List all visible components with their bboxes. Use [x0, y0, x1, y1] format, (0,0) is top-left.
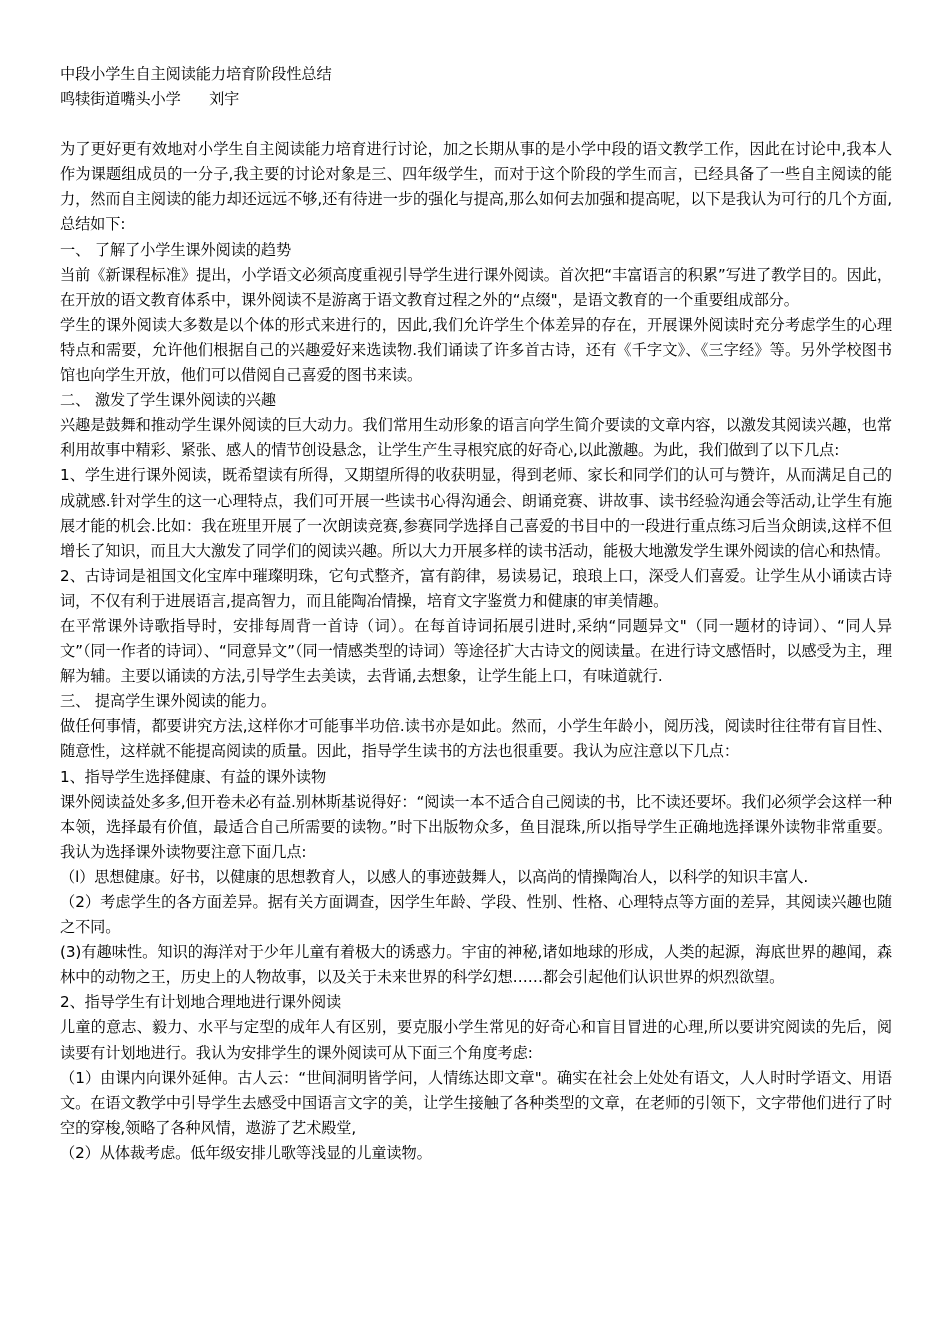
document-byline: 鸣犊街道嘴头小学 刘宇 [60, 90, 240, 109]
body-paragraph: 1、学生进行课外阅读，既希望读有所得，又期望所得的收获明显，得到老师、家长和同学们的认可与赞许，从而满足自己的成就感.针对学生的这一心理特点，我们可开展一些读书心得沟通会、朗诵竞赛、讲故事、读书经验沟通会等活动,让学生有施展才能的机会.比如：我在班里开展了一次朗读竞赛,参赛同学选择自己喜爱的书目中的一段进行重点练习后当众朗读,这样不但增长了知识，而且大大激发了同学们的阅读兴趣。所以大力开展多样的读书活动，能极大地激发学生课外阅读的信心和热情。 [60, 466, 892, 560]
body-paragraph: （1）由课内向课外延伸。古人云：“世间洞明皆学问，人情练达即文章"。确实在社会上处处有语文，人人时时学语文、用语文。在语文教学中引导学生去感受中国语言文字的美，让学生接触了各种类型的文章，在老师的引领下，文字带他们进行了时空的穿梭,领略了各种风情，遨游了艺术殿堂, [60, 1068, 892, 1137]
body-paragraph: 二、 激发了学生课外阅读的兴趣 [60, 391, 276, 410]
body-paragraph: 为了更好更有效地对小学生自主阅读能力培育进行讨论，加之长期从事的是小学中段的语文教学工作，因此在讨论中,我本人作为课题组成员的一分子,我主要的讨论对象是三、四年级学生，而对于这个阶段的学生而言，已经具备了一些自主阅读的能力，然而自主阅读的能力却还远远不够,还有待进一步的强化与提高,那么如何去加强和提高呢，以下是我认为可行的几个方面,总结如下: [60, 140, 893, 234]
body-paragraph: 一、 了解了小学生课外阅读的趋势 [60, 240, 292, 259]
document-page [60, 62, 892, 1166]
body-paragraph: （2）考虑学生的各方面差异。据有关方面调查，因学生年龄、学段、性别、性格、心理特点等方面的差异，其阅读兴趣也随之不同。 [60, 893, 892, 937]
document-body [60, 137, 892, 1166]
body-paragraph: 三、 提高学生课外阅读的能力。 [60, 692, 276, 711]
body-paragraph: 在平常课外诗歌指导时，安排每周背一首诗（词）。在每首诗词拓展引进时,采纳“同题异文"（同一题材的诗词）、“同人异文”（同一作者的诗词）、“同意异文”（同一情感类型的诗词）等途径扩大古诗文的阅读量。在进行诗文感悟时，以感受为主，理解为辅。主要以诵读的方法,引导学生去美读，去背诵,去想象，让学生能上口，有味道就行. [60, 616, 892, 686]
body-paragraph: 当前《新课程标准》提出，小学语文必须高度重视引导学生进行课外阅读。首次把“丰富语言的积累”写进了教学目的。因此，在开放的语文教育体系中，课外阅读不是游离于语文教育过程之外的“点缀"，是语文教育的一个重要组成部分。 [60, 265, 892, 309]
document-title: 中段小学生自主阅读能力培育阶段性总结 [60, 65, 332, 83]
body-paragraph: 1、指导学生选择健康、有益的课外读物 [60, 767, 327, 786]
body-paragraph: 兴趣是鼓舞和推动学生课外阅读的巨大动力。我们常用生动形象的语言向学生简介要读的文章内容，以激发其阅读兴趣，也常利用故事中精彩、紧张、感人的情节创设悬念，让学生产生寻根究底的好奇心,以此激趣。为此，我们做到了以下几点: [60, 416, 892, 460]
body-paragraph: 学生的课外阅读大多数是以个体的形式来进行的，因此,我们允许学生个体差异的存在，开展课外阅读时充分考虑学生的心理特点和需要，允许他们根据自己的兴趣爱好来选读物.我们诵读了许多首古诗，还有《千字文》、《三字经》等。另外学校图书馆也向学生开放，他们可以借阅自己喜爱的图书来读。 [60, 315, 892, 385]
body-paragraph: （l）思想健康。好书，以健康的思想教育人，以感人的事迹鼓舞人，以高尚的情操陶冶人，以科学的知识丰富人. [60, 867, 809, 886]
body-paragraph: 做任何事情，都要讲究方法,这样你才可能事半功倍.读书亦是如此。然而，小学生年龄小，阅历浅，阅读时往往带有盲目性、随意性，这样就不能提高阅读的质量。因此，指导学生读书的方法也很重要。我认为应注意以下几点： [60, 717, 892, 761]
body-paragraph: 2、古诗词是祖国文化宝库中璀璨明珠，它句式整齐，富有韵律，易读易记，琅琅上口，深受人们喜爱。让学生从小诵读古诗词，不仅有利于进展语言,提高智力，而且能陶冶情操，培育文字鉴赏力和健康的审美情趣。 [60, 566, 892, 610]
body-paragraph: 课外阅读益处多多,但开卷未必有益.别林斯基说得好：“阅读一本不适合自己阅读的书，比不读还要坏。我们必须学会这样一种本领，选择最有价值，最适合自己所需要的读物。”时下出版物众多，鱼目混珠,所以指导学生正确地选择课外读物非常重要。我认为选择课外读物要注意下面几点: [60, 792, 892, 861]
blank-line [60, 112, 892, 137]
body-paragraph: 儿童的意志、毅力、水平与定型的成年人有区别，要克服小学生常见的好奇心和盲目冒进的心理,所以要讲究阅读的先后，阅读要有计划地进行。我认为安排学生的课外阅读可从下面三个角度考虑: [60, 1018, 892, 1062]
body-paragraph: 2、指导学生有计划地合理地进行课外阅读 [60, 993, 342, 1012]
body-paragraph: (3)有趣味性。知识的海洋对于少年儿童有着极大的诱惑力。宇宙的神秘,诸如地球的形成，人类的起源，海底世界的趣闻，森林中的动物之王，历史上的人物故事，以及关于未来世界的科学幻想……都会引起他们认识世界的炽烈欲望。 [60, 943, 892, 987]
body-paragraph: （2）从体裁考虑。低年级安排儿歌等浅显的儿童读物。 [60, 1143, 432, 1162]
